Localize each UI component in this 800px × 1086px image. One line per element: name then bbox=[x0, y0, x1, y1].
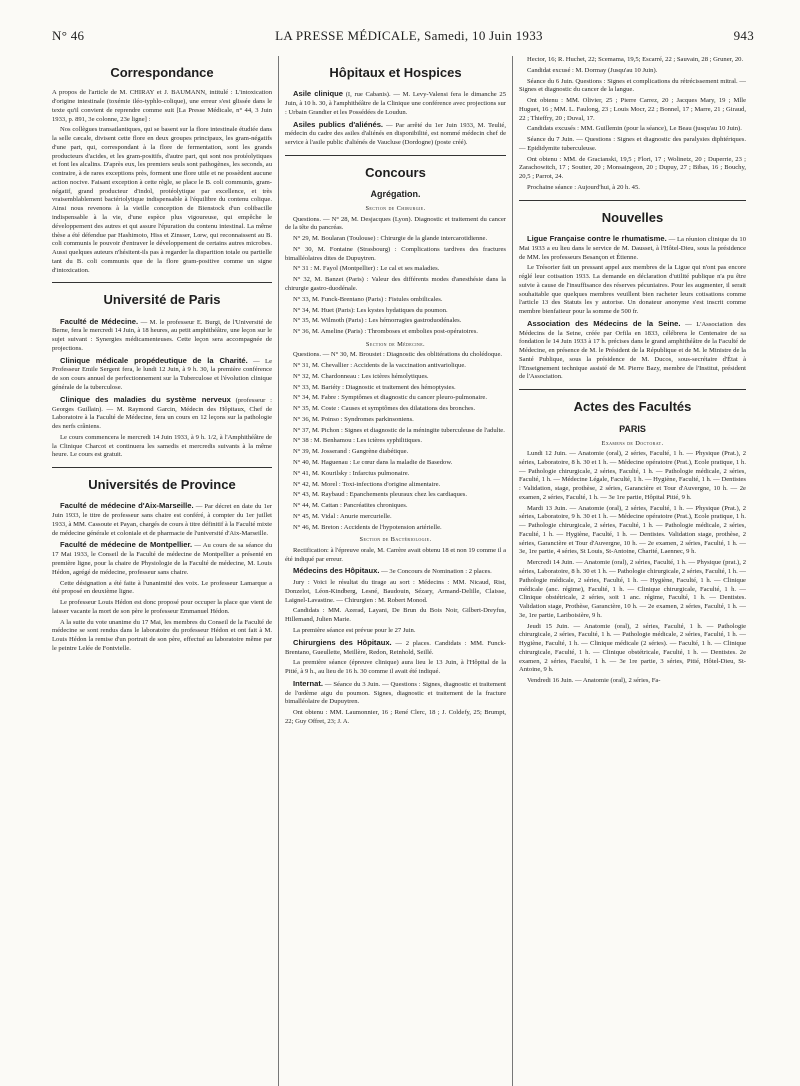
medecine-item: Questions. — N° 30, M. Broustet : Diagnostic des oblitérations du cholédoque. bbox=[293, 351, 503, 359]
exam-day-item: Lundi 12 Juin. — Anatomie (oral), 2 séries, Faculté, 1 h. — Physique (Prat.), 2 séries, Laboratoire, 8 h. 30 et 1 h. — Médecine opératoire (Prat.), Ecole pratique, 1 h. — Pathologie chirurgicale, 2 séries, Faculté, 1 h. — Pathologie médicale, 2 séries, Faculté, 1 h. — Médecine Légale, Faculté, 1 h. — Hygiène, Faculté, 1 h. — Dentistes : Validation, stage, prothèse, 2 séries, Garancière et Tour d'Auvergne, 10 h. — 2e examen, 2 séries, Faculté, 1 h. — 3e 1re partie, Hôpital Pitié, 9 h. bbox=[519, 450, 746, 501]
internat-continued-item: Ont obtenu : MM. Olivier, 25 ; Pierre Carrez, 20 ; Jacques Mary, 19 ; Mlle Huguet, 16 ; MM. L. Faulong, 23 ; Louis Mocr, 22 ; Bonnel, 17 ; Marre, 21 ; Giraud, 22 ; Thieffry, 20 ; Duval, 17. bbox=[519, 97, 746, 122]
hopitaux-title: Hôpitaux et Hospices bbox=[329, 65, 462, 80]
bacterio-text: Rectification: à l'épreuve orale, M. Carrère avait obtenu 18 et non 19 comme il a été indiqué par erreur. bbox=[285, 546, 506, 563]
exam-day-item: Vendredi 16 Juin. — Anatomie (oral), 2 séries, Fa- bbox=[527, 677, 661, 685]
montpellier-head: Faculté de médecine de Montpellier. bbox=[60, 540, 193, 550]
chirurgie-item: Questions. — N° 28, M. Desjacques (Lyon). Diagnostic et traitement du cancer de la tête du pancréas. bbox=[285, 215, 506, 232]
medecine-item: N° 40, M. Haguenau : Le cœur dans la maladie de Basedow. bbox=[293, 459, 453, 466]
clinique-head: Clinique médicale propédeutique de la Charité. bbox=[60, 355, 248, 365]
examens-label: Examens de Doctorat. bbox=[601, 439, 664, 447]
correspondance-intro: A propos de l'article de M. CHIRAY et J. BAUMANN, intitulé : L'intoxication d'origine intestinale (toxémie iléo-typhlo-colique), une erreur s'est glissée dans le texte qu'il convient de reprendre comme suit [La Presse Médicale, n° 44, 3 Juin 1933, p. 891, 3e colonne, 23e ligne] : bbox=[52, 89, 272, 123]
section-divider bbox=[285, 155, 506, 156]
chirurgie-item: N° 31 : M. Fayol (Montpellier) : Le cal et ses maladies. bbox=[293, 265, 440, 273]
medecine-item: N° 38 : M. Benhamou : Les ictères syphilitiques. bbox=[293, 437, 422, 445]
medecine-item: N° 39, M. Josserand : Gangrène diabétique. bbox=[293, 448, 409, 456]
medecins-text: — 3e Concours de Nomination : 2 places. bbox=[381, 568, 492, 576]
section-divider bbox=[519, 389, 746, 390]
medecine-item: N° 43, M. Raybaud : Epanchements pleuraux chez les cardiaques. bbox=[293, 491, 468, 499]
internat-continued-item: Candidat excusé : M. Dormay (Jusqu'au 10 Juin). bbox=[527, 66, 658, 74]
concours-title: Concours bbox=[365, 164, 426, 180]
medecine-item: N° 33, M. Bariéty : Diagnostic et traitement des hémoptysies. bbox=[293, 383, 456, 391]
assoc-head: Association des Médecins de la Seine. bbox=[527, 318, 681, 328]
page-header bbox=[52, 28, 754, 50]
aix-head: Faculté de médecine d'Aix-Marseille. bbox=[60, 501, 194, 511]
chirurgie-item: N° 33, M. Funck-Brentano (Paris) : Fistules ombilicales. bbox=[293, 295, 443, 303]
bacterio-label: Section de Bactériologie. bbox=[359, 536, 432, 544]
ligue-text: — La réunion clinique du 10 Mai 1933 a eu lieu dans le service de M. Dausset, à l'Hôtel-Dieu, sous la présidence de MM. les professeurs Besançon et Étienne. bbox=[519, 236, 746, 261]
column-2 bbox=[278, 56, 512, 1086]
medecine-item: N° 31, M. Chevallier : Accidents de la vaccination antivariolique. bbox=[293, 362, 466, 370]
medecine-item: N° 45, M. Vidal : Anurie mercurielle. bbox=[293, 512, 392, 520]
medecins-head: Médecins des Hôpitaux. bbox=[293, 566, 380, 576]
nerveux-head: Clinique des maladies du système nerveux bbox=[60, 394, 231, 404]
assoc-text: — L'Association des Médecins de la Seine, créée par Orfila en 1833, célébrera le Centenaire de sa fondation le 14 Juin 1933 à 17 h. précises dans le grand amphithéâtre de la Faculté de Médecine, en présence de M. le Président de la République et de M. le Ministre de la Santé Publique, sous la présidence de M. Ducos, sous-secrétaire d'État à l'Enseignement technique assisté de M. Pierre Bazy, membre de l'Institut, président de l'Association. bbox=[519, 320, 746, 381]
section-divider bbox=[52, 282, 272, 283]
montpellier-text3: Le professeur Louis Hédon est donc proposé pour occuper la place que vient de laisser vacante la mort de son père le professeur Emmanuel Hédon. bbox=[52, 599, 272, 615]
nouvelles-title: Nouvelles bbox=[601, 209, 664, 225]
chirurgie-item: N° 30, M. Fontaine (Strasbourg) : Complications tardives des fractures bimalléolaires dites de Dupuytren. bbox=[285, 245, 506, 262]
medecine-item: N° 34, M. Fabre : Symptômes et diagnostic du cancer pleuro-pulmonaire. bbox=[293, 394, 487, 402]
asiles-text: — Par arrêté du 1er Juin 1933, M. Teulié, médecin du cadre des asiles d'aliénés en disponibilité, est nommé médecin chef de service à l'asile public d'aliénés de Vaucluse (Dordogne) (poste créé). bbox=[285, 121, 506, 147]
ligue-text2: Le Trésorier fait un pressant appel aux membres de la Ligue qui n'ont pas encore réglé leur cotisation 1933. La demande en déclaration d'utilité publique n'a pu être suivie à cause de l'insuffisance des réserves pécuniaires. Pour les augmenter, il serait souhaitable que quelques membres veuillent bien racheter leurs cotisations comme l'article 13 des Statuts les y autorise. Un donateur anonyme s'est inscrit comme membre bienfaiteur pour la somme de 500 fr. bbox=[519, 264, 746, 316]
exam-days-list bbox=[519, 450, 746, 686]
asile-head: Asile clinique bbox=[293, 89, 343, 99]
montpellier-text4: A la suite du vote unanime du 17 Mai, les membres du Conseil de la Faculté de médecine se sont rendus dans le laboratoire du professeur Hédon et ont fait à M. Louis Hédon la remise d'un portrait de son père, effectué au laboratoire même par le peintre Lelée de Fontvielle. bbox=[52, 618, 272, 652]
medecine-item: N° 35, M. Coste : Causes et symptômes des dilatations des bronches. bbox=[293, 405, 476, 413]
asile-text: (I, rue Cabanis). — M. Levy-Valensi fera le dimanche 25 Juin, à 10 h. 30, à l'amphithéâtre de la Clinique une conférence avec projections sur : Urbain Grandier et les Possédées de Loudun. bbox=[285, 91, 506, 116]
columns bbox=[52, 56, 754, 1086]
internat-continued-item: Séance du 6 Juin. Questions : Signes et complications du rétrécissement mitral. — Signes et diagnostic du cancer de la langue. bbox=[519, 77, 746, 94]
chirurgiens-text2: La première séance (épreuve clinique) aura lieu le 13 Juin, à l'Hôpital de la Pitié, à 9 h., au lieu de 16 h. 30 comme il avait été indiqué. bbox=[285, 659, 506, 676]
fac-med-text: — M. le professeur E. Burgi, de l'Université de Berne, fera le mercredi 14 Juin, à 18 heures, au petit amphithéâtre, une leçon sur le sujet suivant : Synergies médicamenteuses. Cette leçon sera accompagnée de projections. bbox=[52, 318, 272, 352]
column-1 bbox=[52, 56, 278, 1086]
chirurgie-item: N° 36, M. Ameline (Paris) : Thromboses et embolies post-opératoires. bbox=[293, 328, 478, 336]
page-number: 943 bbox=[733, 28, 754, 43]
exam-day-item: Jeudi 15 Juin. — Anatomie (oral), 2 séries, Faculté, 1 h. — Pathologie chirurgicale, 2 séries, Faculté, 1 h. — Pathologie médicale, 2 séries, Faculté, 1 h. — Hygiène, Faculté, 1 h. — Clinique médicale (2 séries). — Faculté, 1 h. — Clinique chirurgicale, Faculté, 1 h. — Clinique obstétricale, Faculté, 1 h. — Dentistes. 2e examen, 2 séries, Faculté, 1 h. — 3e 1re partie, 3 séries, Pitié, Hôtel-Dieu, St-Antoine, 9 h. bbox=[519, 622, 746, 674]
chirurgie-label: Section de Chirurgie. bbox=[365, 205, 426, 213]
medecins-jury: Jury : Voici le résultat du tirage au sort : Médecins : MM. Nicaud, Rist, Donzelot, Léon-Kindberg, Lesné, Baudouin, Sézary, Armand-Delille, Claisse, Laignel-Lavastine. — Chirurgien : M. Robert Monod. bbox=[285, 579, 506, 604]
nerveux-text2: Le cours commencera le mercredi 14 Juin 1933, à 9 h. 1/2, à l'Amphithéâtre de la Clinique Charcot et continuera les samedis et mercredis suivants à la même heure. Le cours est gratuit. bbox=[52, 433, 272, 459]
nerveux-text: (professeur : Georges Guillain). — M. Raymond Garcin, Médecin des Hôpitaux, Chef de Laboratoire à la Faculté de Médecine, fera un cours en 12 leçons sur la pathologie des nerfs crâniens. bbox=[52, 396, 272, 431]
medecine-item: N° 46, M. Breton : Accidents de l'hypotension artérielle. bbox=[293, 523, 442, 531]
internat-text: — Séance du 3 Juin. — Questions : Signes, diagnostic et traitement de l'œdème aigu du poumon. Signes, diagnostic et traitement de la fracture bimalléolaire de Dupuytren. bbox=[285, 680, 506, 706]
internat-continued-item: Hector, 16; R. Huchet, 22; Scemama, 19,5; Escarré, 22 ; Sauvain, 28 ; Gruner, 20. bbox=[527, 56, 744, 63]
internat-continued bbox=[519, 56, 746, 193]
actes-city: PARIS bbox=[619, 423, 646, 434]
internat-continued-item: Ont obtenu : MM. de Gracianski, 19,5 ; Flori, 17 ; Wolinetz, 20 ; Duperrie, 23 ; Zarachowitch, 17 ; Soutter, 20 ; Monsaingeon, 20 ; Dupuy, 27 ; Bibas, 16 ; Bouchy, 20,5 ; Parrot, 24. bbox=[519, 155, 746, 181]
clinique-text: — Le Professeur Emile Sergent fera, le lundi 12 Juin, à 9 h. 30, la première conférence de son cours annuel de perfectionnement sur la Tuberculose et l'évolution clinique générale de la tuberculose. bbox=[52, 357, 272, 391]
internat-continued-item: Prochaine séance : Aujourd'hui, à 20 h. 45. bbox=[527, 183, 640, 191]
medecine-item: N° 42, M. Morel : Toxi-infections d'origine alimentaire. bbox=[293, 480, 441, 488]
chirurgiens-text: — 2 places. Candidats : MM. Funck-Brentano, Gueullette, Meillère, Redon, Reinhold, Seillé. bbox=[285, 639, 507, 656]
exam-day-item: Mardi 13 Juin. — Anatomie (oral), 2 séries, Faculté, 1 h. — Physique (Prat.), 2 séries, Laboratoire, 9 h. 30 et 1 h. — Médecine opératoire (Prat.), Ecole pratique, 1 h. — Pathologie chirurgicale, 2 séries, Faculté, 1 h. — Pathologie médicale, 2 séries, Faculté, 1 h. — Hygiène, Faculté, 1 h. — Dentistes. Validation stage, prothèse, 2 séries, Garancière et Tour d'Auvergne, 10 h. — 2e examen, 2 séries, Faculté, 1 h. — 3e, 1re partie, 4 séries, St Louis, St-Antoine, Charité, Laennec, 9 h. bbox=[519, 504, 746, 556]
chirurgie-item: N° 29, M. Boularan (Toulouse) : Chirurgie de la glande intercarotidienne. bbox=[293, 235, 488, 243]
agregation-head: Agrégation. bbox=[370, 189, 421, 200]
aix-text: — Par décret en date du 1er Juin 1933, le titre de professeur sans chaire est conféré, à compter du 1er juillet 1933, à MM. Cassoute et Payan, chargés de cours à titre définitif à la Faculté mixte de médecine générale et coloniale et de pharmacie de l'université d'Aix-Marseille. bbox=[52, 503, 272, 537]
medecine-item: N° 36, M. Poinso : Syndromes parkinsoniens. bbox=[293, 415, 414, 423]
section-divider bbox=[519, 200, 746, 201]
issue-number: N° 46 bbox=[52, 28, 85, 43]
medecine-item: N° 44, M. Cattan : Pancréatites chroniques. bbox=[293, 502, 408, 510]
section-divider bbox=[52, 467, 272, 468]
internat-text2: Ont obtenu : MM. Laumonnier, 16 ; René Clerc, 18 ; J. Coldefy, 25; Brumpt, 22; Guy Offret, 23; J. A. bbox=[285, 709, 506, 725]
exam-day-item: Mercredi 14 Juin. — Anatomie (oral), 2 séries, Faculté, 1 h. — Physique (prat.), 2 séries, Laboratoire, 8 h. 30 et 1 h. — Pathologie chirurgicale, 2 séries, Faculté, 1 h. — Pathologie médicale, 2 séries, Faculté, 1 h. — Hygiène, Faculté, 1 h. — Clinique médicale (anc. régime), Faculté, 1 h. — Clinique chirurgicale, Faculté, 1 h. — Clinique obstétricale, 2 séries, soit 1 anc. régime, Faculté, 1 h. — Dentistes. Validation stage, Prothèse, Garancière, 10 h. — 2e examen, 2 séries, Faculté, 1 h. — 3e, 1re partie, Lariboisière, 9 h. bbox=[519, 559, 746, 619]
masthead: LA PRESSE MÉDICALE, Samedi, 10 Juin 1933 bbox=[275, 28, 543, 43]
chirurgie-item: N° 34, M. Huet (Paris): Les kystes hydatiques du poumon. bbox=[293, 306, 448, 314]
internat-continued-item: Candidats excusés : MM. Guillemin (pour la séance), Le Beau (jusqu'au 10 Juin). bbox=[527, 125, 742, 133]
medecine-list bbox=[285, 351, 506, 532]
medecine-label: Section de Médecine. bbox=[365, 340, 426, 348]
fac-med-head: Faculté de Médecine. bbox=[60, 316, 139, 326]
medecine-item: N° 41, M. Kourilsky : Infarctus pulmonaire. bbox=[293, 469, 410, 477]
montpellier-text: — Au cours de sa séance du 17 Mai 1933, le Conseil de la Faculté de médecine de Montpellier a présenté en première ligne, pour la chaire de Physiologie de la Faculté de médecine, M. Louis Hédon, agrégé de médecine, professeur sans chaire. bbox=[52, 542, 272, 576]
asiles-head: Asiles publics d'aliénés. bbox=[293, 119, 384, 129]
correspondance-title: Correspondance bbox=[110, 65, 214, 80]
internat-continued-item: Séance du 7 Juin. — Questions : Signes et diagnostic des paralysies diphtériques. — Epididymite tuberculeuse. bbox=[519, 136, 746, 152]
medecins-suppl: Candidats : MM. Azerad, Layani, De Brun du Bois Noir, Gilbert-Dreyfus, Hillemand, Julien Marie. bbox=[285, 607, 506, 624]
actes-title: Actes des Facultés bbox=[573, 399, 692, 415]
ligue-head: Ligue Française contre le rhumatisme. bbox=[527, 234, 667, 243]
chirurgie-item: N° 32, M. Banzet (Paris) : Valeur des différents modes d'anesthésie dans la chirurgie gastro-duodénale. bbox=[285, 276, 506, 292]
internat-head: Internat. bbox=[293, 678, 323, 688]
column-3 bbox=[512, 56, 746, 1086]
chirurgie-item: N° 35, M. Wilmoth (Paris) : Les hémorragies gastroduodénales. bbox=[293, 317, 462, 325]
universites-province-title: Universités de Province bbox=[88, 477, 236, 493]
chirurgiens-head: Chirurgiens des Hôpitaux. bbox=[293, 637, 392, 647]
correspondance-body: Nos collègues transatlantiques, qui se basent sur la flore intestinale étudiée dans la selle cæcale, divisent cette flore en deux groupes principaux, les gram-négatifs d'une part, qui, correspondant à la flore de fermentation, sont les grands producteurs d'acides, et les gram-positifs, d'autre part, qui sont nos protéolytiques et font les alcalins. D'après eux, les premiers seuls sont pathogènes, les seconds, au contraire, à de rares exceptions près, forment une flore utile et ne possèdent aucune action nocive. Faisant exception à cette règle, se place le B. coli communis, gram-négatif, grand producteur d'indol, protéolytique par excellence, et très vraisemblablement bactériolytique indispensable à l'équilibre du contenu colique. Ainsi nous revenons à la vieille conception de Bienstock d'un colibacille indispensable à la vie, d'une espèce plus vigoureuse, qui empêche le développement des autres et qui assure l'épuration du contenu intestinal. La même thèse a été défendue par Hashimoto, Hiss et Zinsser, Lœw, qui reconnaissent au B. coli communis le pouvoir d'entraver le développement de certains autres microbes. Aussi quelques auteurs n'hésitent-ils pas à regarder la disparition totale ou partielle tant du B. coli communis que de la flore gram-positive comme un signe d'intoxication. bbox=[52, 126, 272, 274]
medecine-item: N° 32, M. Chardonneau : Les ictères hémolytiques. bbox=[293, 372, 429, 380]
medecins-epreuve: La première séance est prévue pour le 27 Juin. bbox=[293, 627, 416, 634]
universite-paris-title: Université de Paris bbox=[103, 292, 221, 308]
montpellier-text2: Cette désignation a été faite à l'unanimité des voix. Le professeur Lamarque a été proposé en deuxième ligne. bbox=[52, 579, 272, 596]
medecine-item: N° 37, M. Pichon : Signes et diagnostic de la méningite tuberculeuse de l'adulte. bbox=[293, 426, 505, 434]
chirurgie-list bbox=[285, 216, 506, 337]
